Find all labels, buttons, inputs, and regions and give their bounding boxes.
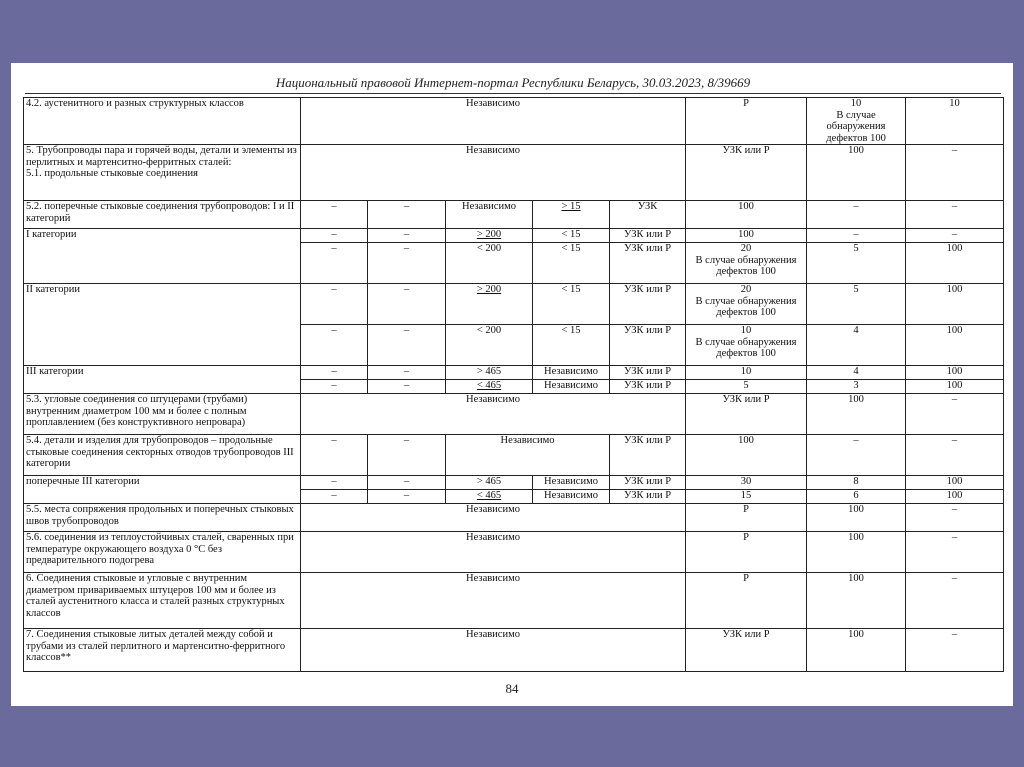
table-cell: – [906,532,1004,573]
table-cell: Независимо [301,629,686,672]
table-row [24,504,1004,532]
page-header: Национальный правовой Интернет-портал Республики Беларусь, 30.03.2023, 8/39669 [25,73,1001,94]
table-row [24,98,1004,145]
table-cell: – [301,201,368,229]
table-cell: – [906,229,1004,243]
row-label: 5. Трубопроводы пара и горячей воды, детали и элементы из перлитных и мартенситно-ферритных сталей: 5.1. продольные стыковые соединения [24,145,301,201]
table-cell: Независимо [301,573,686,629]
table-cell: Р [686,532,807,573]
table-cell: УЗК или Р [610,366,686,380]
table-cell: УЗК или Р [610,380,686,394]
table-cell: УЗК или Р [686,629,807,672]
row-label: II категории [24,284,301,366]
table-cell: 5 [807,284,906,325]
table-cell: > 465 [446,476,533,490]
table-cell: УЗК или Р [686,145,807,201]
table-row [24,532,1004,573]
table-row [24,435,1004,476]
table-cell: УЗК или Р [610,243,686,284]
table-cell: 5 [686,380,807,394]
table-cell: 100 [807,629,906,672]
table-cell: < 15 [533,229,610,243]
row-label: 6. Соединения стыковые и угловые с внутренним диаметром привариваемых штуцеров 100 мм и более из сталей аустенитного класса и сталей разных структурных классов [24,573,301,629]
table-cell: УЗК или Р [610,284,686,325]
table-cell: 4 [807,325,906,366]
table-cell: 4 [807,366,906,380]
table-cell: 5 [807,243,906,284]
table-cell: 10 В случае обнаружения дефектов 100 [686,325,807,366]
table-cell: – [368,476,446,490]
table-cell: 6 [807,490,906,504]
table-cell: Р [686,98,807,145]
table-cell: < 465 [446,490,533,504]
table-cell: УЗК или Р [610,476,686,490]
table-cell: < 200 [446,325,533,366]
table-cell: Независимо [446,435,610,476]
row-label: 4.2. аустенитного и разных структурных классов [24,98,301,145]
table-cell: – [906,629,1004,672]
table-cell: 100 [807,394,906,435]
table-cell: – [301,490,368,504]
table-cell: Независимо [533,476,610,490]
table-cell: – [301,325,368,366]
row-label: 5.6. соединения из теплоустойчивых сталей, сваренных при температуре окружающего воздуха 0 °С без предварительного подогрева [24,532,301,573]
row-label: 5.4. детали и изделия для трубопроводов – продольные стыковые соединения секторных отводов трубопроводов III категории [24,435,301,476]
table-cell: 100 [906,284,1004,325]
table-cell: Независимо [301,98,686,145]
table-cell: 100 [807,145,906,201]
table-cell: – [301,435,368,476]
table-cell: – [301,243,368,284]
table-cell: – [807,435,906,476]
table-cell: 10 В случае обнаружения дефектов 100 [807,98,906,145]
table-cell: УЗК или Р [610,229,686,243]
table-cell: 10 [686,366,807,380]
table-cell: – [906,201,1004,229]
table-cell: – [301,476,368,490]
table-cell: 3 [807,380,906,394]
table-cell: – [906,145,1004,201]
table-row [24,394,1004,435]
table-cell: 10 [906,98,1004,145]
table-cell: – [368,380,446,394]
table-cell: 100 [686,229,807,243]
table-cell: Независимо [301,504,686,532]
table-cell: Независимо [533,380,610,394]
table-cell: 100 [686,435,807,476]
table-cell: УЗК или Р [610,325,686,366]
table-row [24,629,1004,672]
table-cell: Независимо [301,145,686,201]
table-cell: 100 [906,366,1004,380]
row-label: 5.3. угловые соединения со штуцерами (трубами) внутренним диаметром 100 мм и более с полным проплавлением (без конструктивного непровара) [24,394,301,435]
table-cell: 100 [906,476,1004,490]
table-cell: – [807,201,906,229]
table-cell: – [906,504,1004,532]
row-label: III категории [24,366,301,394]
table-cell: – [368,435,446,476]
table-cell: Независимо [533,366,610,380]
table-cell: – [368,366,446,380]
table-cell: > 200 [446,229,533,243]
table-cell: > 465 [446,366,533,380]
table-cell: Независимо [301,394,686,435]
table-cell: 100 [906,243,1004,284]
table-cell: – [368,201,446,229]
row-label: поперечные III категории [24,476,301,504]
table-cell: – [368,229,446,243]
table-cell: < 200 [446,243,533,284]
table-cell: 100 [686,201,807,229]
row-label: 7. Соединения стыковые литых деталей между собой и трубами из сталей перлитного и мартенситно-ферритного классов** [24,629,301,672]
table-cell: 100 [807,573,906,629]
table-cell: – [368,284,446,325]
table-cell: – [301,229,368,243]
table-cell: УЗК или Р [610,435,686,476]
table-row [24,229,1004,243]
table-cell: Р [686,573,807,629]
table-cell: 20 В случае обнаружения дефектов 100 [686,284,807,325]
table-row [24,145,1004,201]
inspection-table [23,97,1004,672]
table-cell: – [807,229,906,243]
document-page [11,63,1013,706]
table-cell: – [368,243,446,284]
table-cell: > 200 [446,284,533,325]
table-cell: – [301,380,368,394]
table-cell: 100 [906,325,1004,366]
table-cell: 100 [807,504,906,532]
table-cell: – [301,366,368,380]
row-label: 5.2. поперечные стыковые соединения трубопроводов: I и II категорий [24,201,301,229]
table-cell: УЗК или Р [610,490,686,504]
table-cell: – [368,325,446,366]
table-cell: < 15 [533,243,610,284]
row-label: I категории [24,229,301,284]
table-row [24,573,1004,629]
table-cell: – [906,573,1004,629]
table-cell: УЗК или Р [686,394,807,435]
table-row [24,284,1004,325]
table-cell: – [368,490,446,504]
table-cell: 30 [686,476,807,490]
table-cell: 100 [807,532,906,573]
table-cell: 100 [906,490,1004,504]
table-cell: – [906,394,1004,435]
table-row [24,366,1004,380]
table-cell: Независимо [446,201,533,229]
table-cell: УЗК [610,201,686,229]
table-cell: 15 [686,490,807,504]
row-label: 5.5. места сопряжения продольных и поперечных стыковых швов трубопроводов [24,504,301,532]
table-cell: Независимо [533,490,610,504]
page-number: 84 [505,681,519,696]
table-row [24,476,1004,490]
table-cell: > 15 [533,201,610,229]
table-cell: Независимо [301,532,686,573]
table-cell: Р [686,504,807,532]
table-row [24,201,1004,229]
table-cell: < 15 [533,325,610,366]
table-cell: 100 [906,380,1004,394]
table-cell: < 15 [533,284,610,325]
table-cell: < 465 [446,380,533,394]
table-cell: 8 [807,476,906,490]
table-cell: – [906,435,1004,476]
table-cell: – [301,284,368,325]
table-cell: 20 В случае обнаружения дефектов 100 [686,243,807,284]
